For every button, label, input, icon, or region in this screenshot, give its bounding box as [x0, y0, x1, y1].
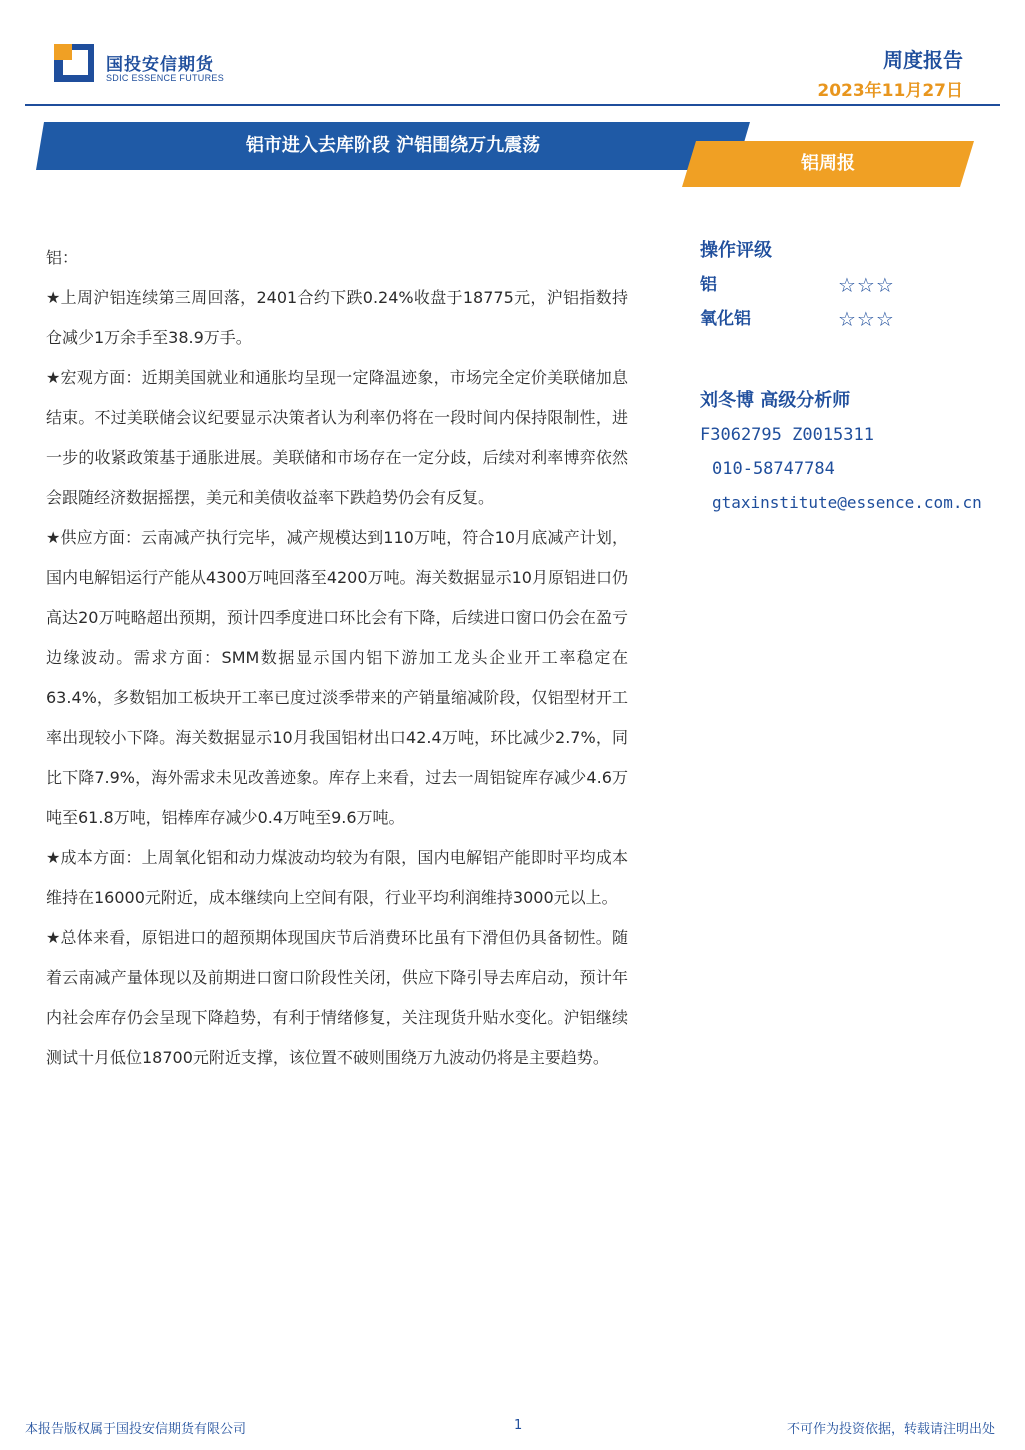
report-header: [0, 0, 1025, 110]
main-body: [46, 238, 628, 1078]
header-divider: [25, 104, 1000, 106]
report-title: 铝市进入去库阶段 沪铝围绕万九震荡: [245, 135, 541, 156]
footer-disclaimer: 不可作为投资依据，转载请注明出处: [786, 1422, 995, 1437]
analyst-name: 刘冬博 高级分析师: [700, 390, 851, 411]
report-tag: 铝周报: [801, 153, 855, 174]
body-paragraph: 铝：: [46, 248, 79, 267]
rating-row-aluminum: [700, 268, 1020, 302]
rating-name: 氧化铝: [700, 309, 751, 329]
analyst-license: F3062795 Z0015311: [700, 425, 874, 445]
rating-row-alumina: [700, 302, 1020, 336]
body-paragraph: ★上周沪铝连续第三周回落，2401合约下跌0.24%收盘于18775元，沪铝指数持仓减少1万余手至38.9万手。: [46, 288, 628, 347]
analyst-email[interactable]: gtaxinstitute@essence.com.cn: [712, 493, 982, 512]
rating-heading: 操作评级: [700, 240, 772, 261]
star-rating-icon: ☆☆☆: [838, 307, 895, 331]
logo-chinese-name: 国投安信期货: [106, 55, 214, 75]
sidebar: [700, 234, 1020, 520]
report-type: 周度报告: [883, 48, 963, 72]
analyst-phone: 010-58747784: [712, 459, 835, 479]
rating-name: 铝: [700, 275, 717, 295]
body-paragraph: ★供应方面：云南减产执行完毕，减产规模达到110万吨，符合10月底减产计划，国内电解铝运行产能从4300万吨回落至4200万吨。海关数据显示10月原铝进口仍高达20万吨略超出预期，预计四季度进口环比会有下降，后续进口窗口仍会在盈亏边缘波动。需求方面：SMM数据显示国内铝下游加工龙头企业开工率稳定在63.4%，多数铝加工板块开工率已度过淡季带来的产销量缩减阶段，仅铝型材开工率出现较小下降。海关数据显示10月我国铝材出口42.4万吨，环比减少2.7%，同比下降7.9%，海外需求未见改善迹象。库存上来看，过去一周铝锭库存减少4.6万吨至61.8万吨，铝棒库存减少0.4万吨至9.6万吨。: [46, 528, 628, 827]
page-number: 1: [514, 1418, 523, 1433]
logo-english-name: SDIC ESSENCE FUTURES: [106, 73, 225, 83]
body-paragraph: ★总体来看，原铝进口的超预期体现国庆节后消费环比虽有下滑但仍具备韧性。随着云南减产量体现以及前期进口窗口阶段性关闭，供应下降引导去库启动，预计年内社会库存仍会呈现下降趋势，有利于情绪修复，关注现货升贴水变化。沪铝继续测试十月低位18700元附近支撑，该位置不破则围绕万九波动仍将是主要趋势。: [46, 928, 628, 1067]
star-rating-icon: ☆☆☆: [838, 273, 895, 297]
body-paragraph: ★宏观方面：近期美国就业和通胀均呈现一定降温迹象，市场完全定价美联储加息结束。不过美联储会议纪要显示决策者认为利率仍将在一段时间内保持限制性，进一步的收紧政策基于通胀进展。美联储和市场存在一定分歧，后续对利率博弈依然会跟随经济数据摇摆，美元和美债收益率下跌趋势仍会有反复。: [46, 368, 628, 507]
body-paragraph: ★成本方面：上周氧化铝和动力煤波动均较为有限，国内电解铝产能即时平均成本维持在16000元附近，成本继续向上空间有限，行业平均利润维持3000元以上。: [46, 848, 628, 907]
footer-copyright: 本报告版权属于国投安信期货有限公司: [25, 1422, 247, 1437]
company-logo-icon: [54, 44, 94, 82]
report-date: 2023年11月27日: [817, 81, 963, 101]
